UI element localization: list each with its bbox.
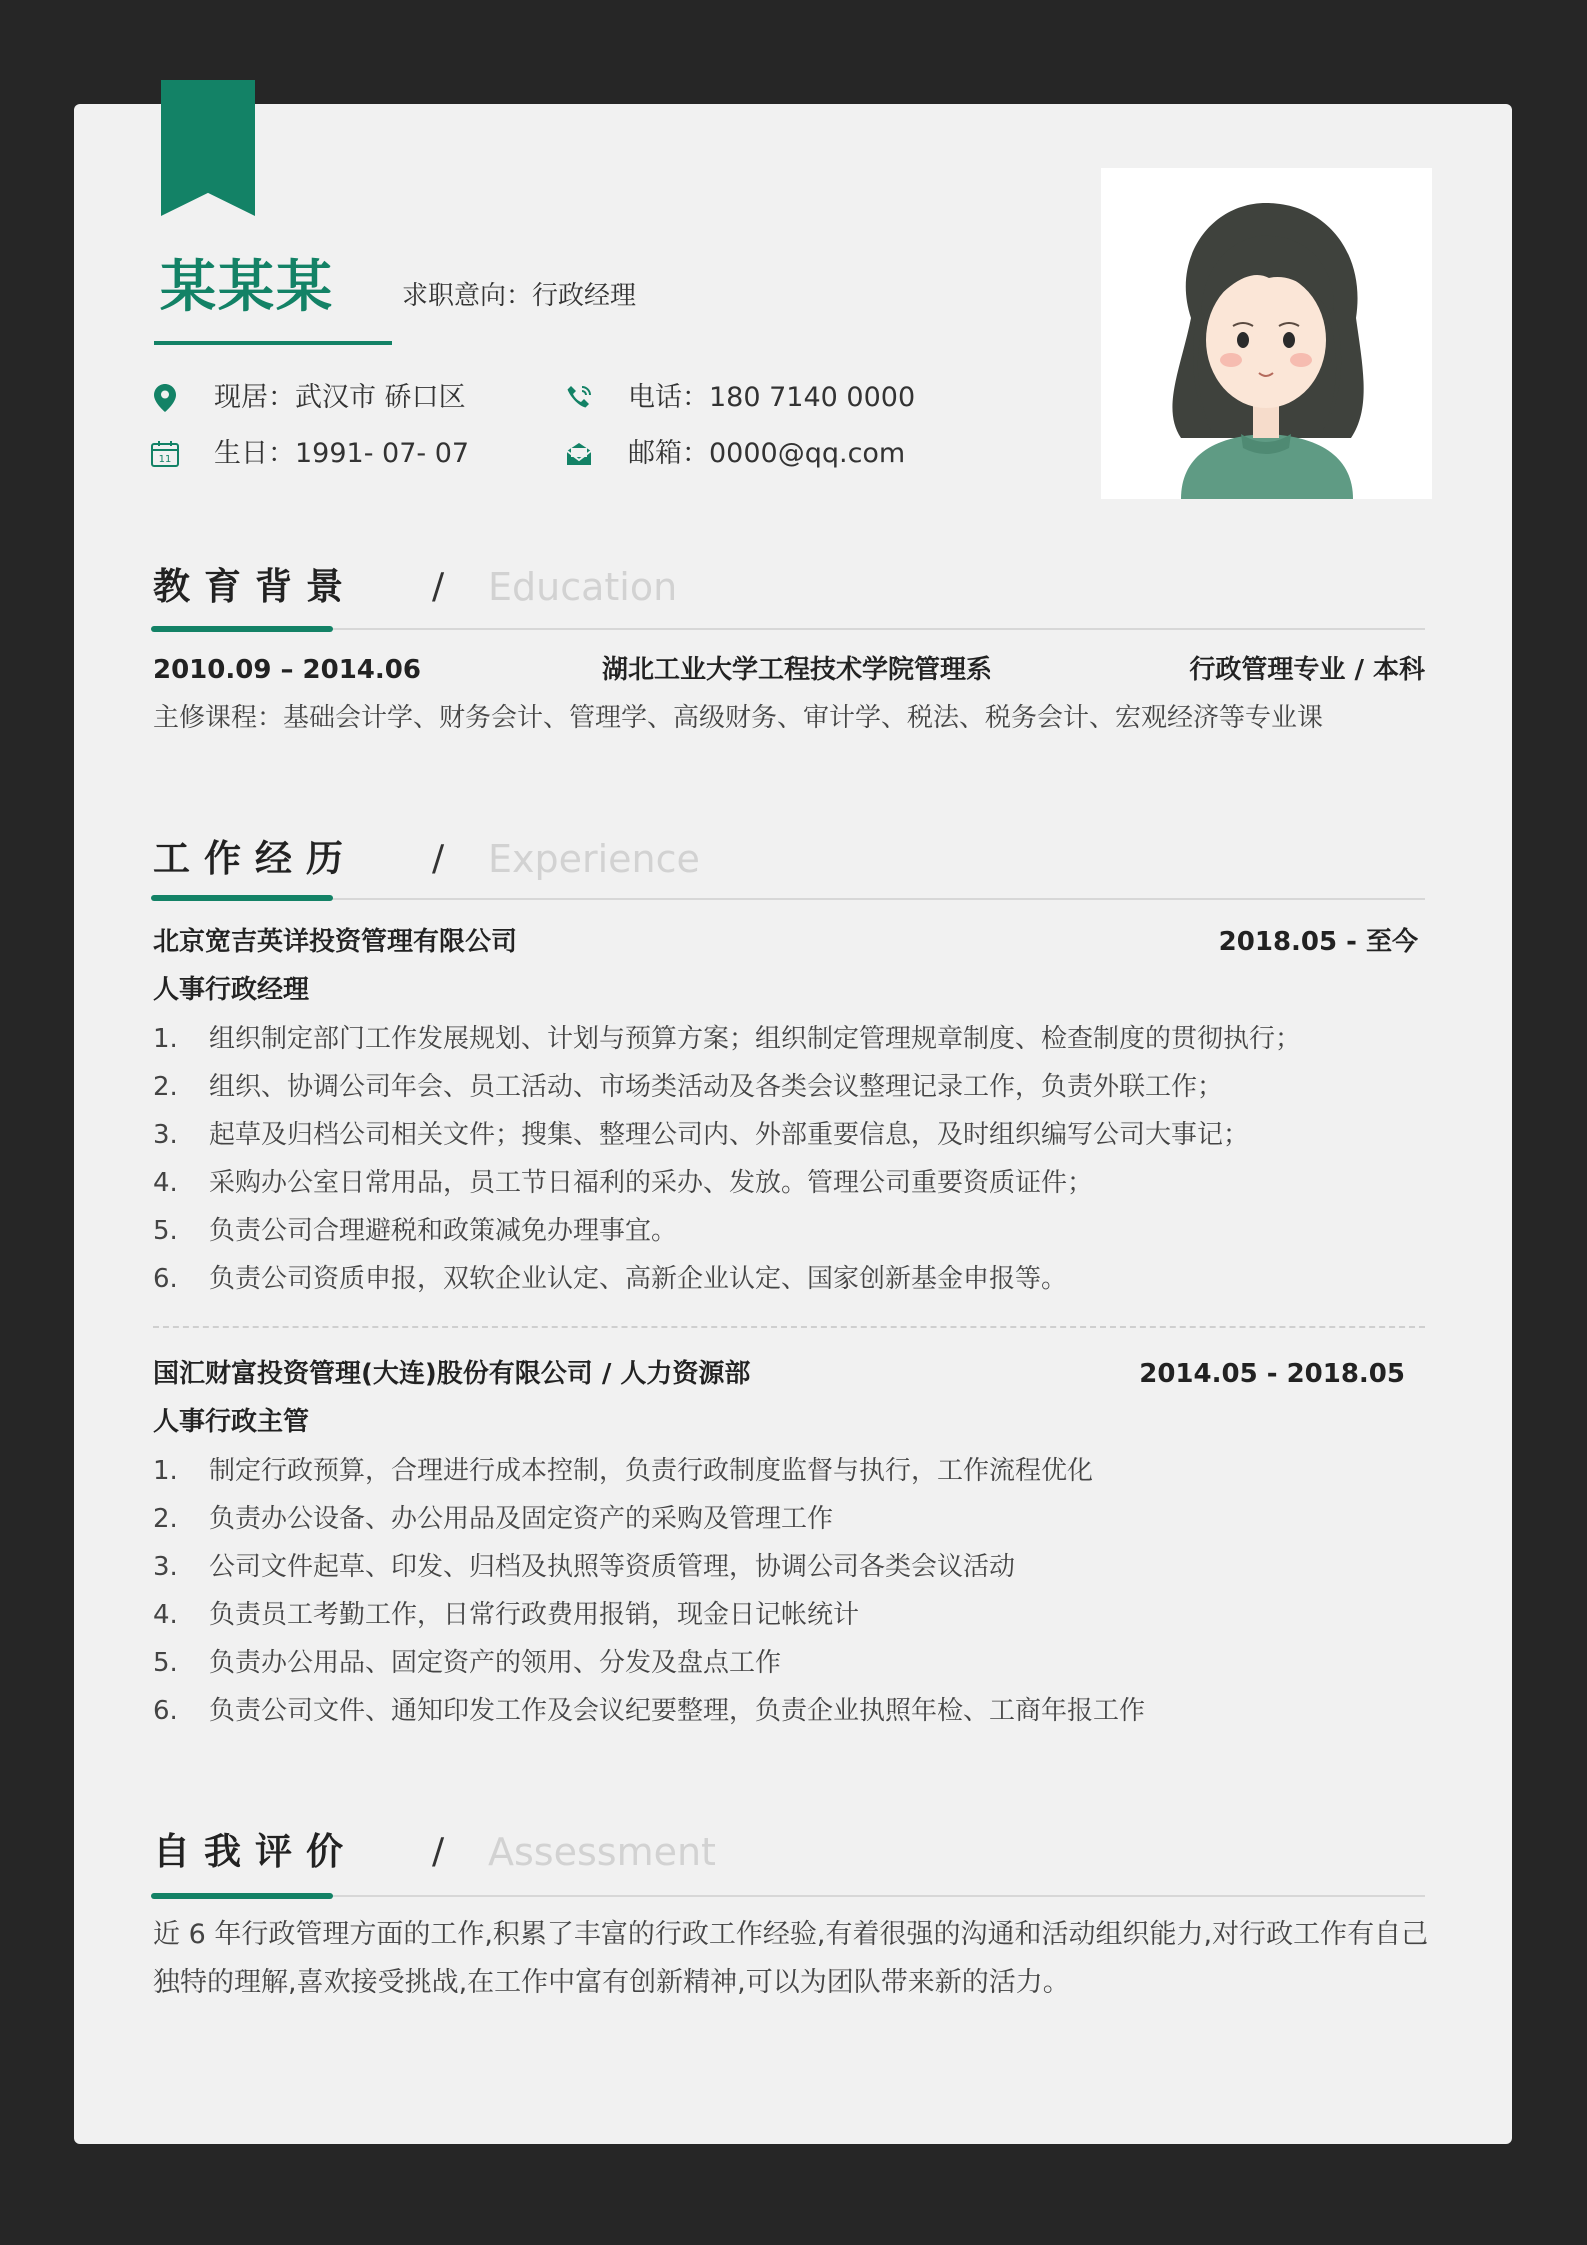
birthday-label: 生日 ： xyxy=(214,436,295,472)
assessment-slash: / xyxy=(432,1831,445,1872)
phone-value: 180 7140 0000 xyxy=(709,382,916,413)
duty-item: 5. 负责公司合理避税和政策减免办理事宜。 xyxy=(153,1216,678,1246)
duty-text: 负责办公设备、办公用品及固定资产的采购及管理工作 xyxy=(209,1504,834,1534)
candidate-name: 某某某 xyxy=(160,255,334,320)
assessment-text: 近 6 年行政管理方面的工作,积累了丰富的行政工作经验,有着很强的沟通和活动组织能力,对行政工作有自己独特的理解,喜欢接受挑战,在工作中富有创新精神,可以为团队带来新的活力。 xyxy=(153,1919,1429,1998)
duty-text: 起草及归档公司相关文件；搜集、整理公司内、外部重要信息，及时组织编写公司大事记； xyxy=(209,1120,1250,1150)
job-intent-value: 行政经理 xyxy=(532,281,637,311)
duty-text: 负责公司文件、通知印发工作及会议纪要整理，负责企业执照年检、工商年报工作 xyxy=(209,1696,1146,1726)
duty-item: 1. 制定行政预算，合理进行成本控制，负责行政制度监督与执行，工作流程优化 xyxy=(153,1456,1094,1486)
education-accent-bar xyxy=(151,626,333,632)
duty-text: 制定行政预算，合理进行成本控制，负责行政制度监督与执行，工作流程优化 xyxy=(209,1456,1094,1486)
experience-slash: / xyxy=(432,838,445,879)
duty-item: 2. 负责办公设备、办公用品及固定资产的采购及管理工作 xyxy=(153,1504,834,1534)
job-separator xyxy=(153,1326,1425,1328)
job-company: 国汇财富投资管理(大连)股份有限公司 / 人力资源部 xyxy=(153,1359,751,1389)
duty-item: 3. 公司文件起草、印发、归档及执照等资质管理，协调公司各类会议活动 xyxy=(153,1552,1016,1582)
job-period: 2018.05 - 至今 xyxy=(1218,927,1418,957)
education-slash: / xyxy=(432,566,445,607)
education-courses: 主修课程：基础会计学、财务会计、管理学、高级财务、审计学、税法、税务会计、宏观经济等专业课 xyxy=(153,703,1324,733)
duty-item: 4. 负责员工考勤工作，日常行政费用报销，现金日记帐统计 xyxy=(153,1600,860,1630)
phone-label: 电话 ： xyxy=(628,380,709,416)
duty-item: 1. 组织制定部门工作发展规划、计划与预算方案；组织制定管理规章制度、检查制度的贯彻执行； xyxy=(153,1024,1302,1054)
job-period: 2014.05 - 2018.05 xyxy=(1139,1359,1405,1389)
job-intent xyxy=(402,278,636,314)
duty-item: 5. 负责办公用品、固定资产的领用、分发及盘点工作 xyxy=(153,1648,782,1678)
education-school: 湖北工业大学工程技术学院管理系 xyxy=(602,655,993,685)
email-value: 0000@qq.com xyxy=(709,438,906,469)
assessment-section-en: Assessment xyxy=(488,1830,716,1874)
experience-accent-bar xyxy=(151,895,333,901)
assessment-accent-bar xyxy=(151,1893,333,1899)
map-pin-icon xyxy=(150,383,180,413)
job-intent-label: 求职意向： xyxy=(402,281,533,311)
duty-text: 组织制定部门工作发展规划、计划与预算方案；组织制定管理规章制度、检查制度的贯彻执行； xyxy=(209,1024,1302,1054)
job-role: 人事行政经理 xyxy=(153,975,310,1005)
education-divider xyxy=(153,628,1425,630)
assessment-divider xyxy=(153,1895,1425,1897)
job-company: 北京宽吉英详投资管理有限公司 xyxy=(153,927,518,957)
duty-text: 公司文件起草、印发、归档及执照等资质管理，协调公司各类会议活动 xyxy=(209,1552,1016,1582)
address-row xyxy=(150,380,466,416)
email-label: 邮箱 ： xyxy=(628,436,709,472)
experience-divider xyxy=(153,898,1425,900)
birthday-row xyxy=(150,436,469,472)
duty-text: 采购办公室日常用品，员工节日福利的采办、发放。管理公司重要资质证件； xyxy=(209,1168,1094,1198)
duty-item: 6. 负责公司文件、通知印发工作及会议纪要整理，负责企业执照年检、工商年报工作 xyxy=(153,1696,1146,1726)
education-major: 行政管理专业 / 本科 xyxy=(1189,655,1425,685)
education-section-en: Education xyxy=(488,565,678,609)
experience-section-en: Experience xyxy=(488,837,700,881)
name-underline xyxy=(154,341,392,345)
duty-text: 负责员工考勤工作，日常行政费用报销，现金日记帐统计 xyxy=(209,1600,860,1630)
phone-row xyxy=(564,380,915,416)
email-row xyxy=(564,436,905,472)
duty-text: 负责公司资质申报，双软企业认定、高新企业认定、国家创新基金申报等。 xyxy=(209,1264,1068,1294)
job-role: 人事行政主管 xyxy=(153,1407,310,1437)
svg-text:11: 11 xyxy=(158,454,172,465)
education-period: 2010.09 – 2014.06 xyxy=(153,655,421,685)
duty-text: 负责公司合理避税和政策减免办理事宜。 xyxy=(209,1216,678,1246)
assessment-section-title: 自我评价 xyxy=(153,1830,357,1873)
duty-text: 组织、协调公司年会、员工活动、市场类活动及各类会议整理记录工作，负责外联工作； xyxy=(209,1072,1224,1102)
duty-item: 4. 采购办公室日常用品，员工节日福利的采办、发放。管理公司重要资质证件； xyxy=(153,1168,1094,1198)
profile-photo xyxy=(1101,168,1432,499)
experience-section-title: 工作经历 xyxy=(153,837,357,880)
phone-icon xyxy=(564,383,594,413)
address-value: 武汉市 硚口区 xyxy=(295,382,466,413)
duty-text: 负责办公用品、固定资产的领用、分发及盘点工作 xyxy=(209,1648,782,1678)
duty-item: 6. 负责公司资质申报，双软企业认定、高新企业认定、国家创新基金申报等。 xyxy=(153,1264,1068,1294)
mail-icon xyxy=(564,439,594,469)
duty-item: 3. 起草及归档公司相关文件；搜集、整理公司内、外部重要信息，及时组织编写公司大事记； xyxy=(153,1120,1250,1150)
birthday-value: 1991- 07- 07 xyxy=(295,438,470,469)
duty-item: 2. 组织、协调公司年会、员工活动、市场类活动及各类会议整理记录工作，负责外联工作； xyxy=(153,1072,1224,1102)
address-label: 现居 ： xyxy=(214,380,295,416)
education-section-title: 教育背景 xyxy=(153,565,357,608)
calendar-icon xyxy=(150,439,180,469)
avatar-illustration xyxy=(1101,168,1432,499)
